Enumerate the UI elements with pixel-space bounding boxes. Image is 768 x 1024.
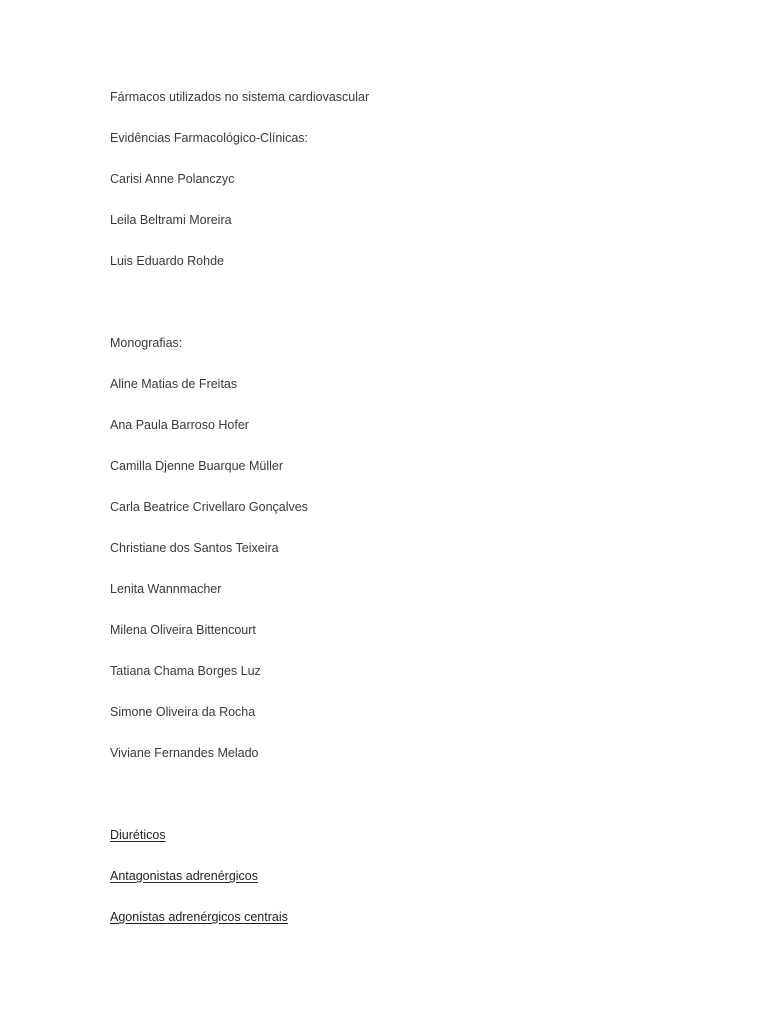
- evidencias-author: Luis Eduardo Rohde: [110, 254, 224, 268]
- monografias-author: Camilla Djenne Buarque Müller: [110, 459, 283, 473]
- monografias-author: Carla Beatrice Crivellaro Gonçalves: [110, 500, 308, 514]
- monografias-author: Viviane Fernandes Melado: [110, 746, 259, 760]
- link-agonistas-adrenergicos-centrais[interactable]: Agonistas adrenérgicos centrais: [110, 910, 288, 924]
- monografias-heading: Monografias:: [110, 336, 183, 350]
- monografias-author: Tatiana Chama Borges Luz: [110, 664, 261, 678]
- evidencias-author: Leila Beltrami Moreira: [110, 213, 232, 227]
- document-title: Fármacos utilizados no sistema cardiovascular: [110, 90, 370, 104]
- monografias-author: Aline Matias de Freitas: [110, 377, 238, 391]
- evidencias-heading: Evidências Farmacológico-Clínicas:: [110, 131, 308, 145]
- monografias-author: Ana Paula Barroso Hofer: [110, 418, 249, 432]
- monografias-author: Milena Oliveira Bittencourt: [110, 623, 256, 637]
- evidencias-author: Carisi Anne Polanczyc: [110, 172, 235, 186]
- link-antagonistas-adrenergicos[interactable]: Antagonistas adrenérgicos: [110, 869, 259, 883]
- link-diureticos[interactable]: Diuréticos: [110, 828, 166, 842]
- monografias-author: Simone Oliveira da Rocha: [110, 705, 256, 719]
- monografias-author: Lenita Wannmacher: [110, 582, 222, 596]
- monografias-author: Christiane dos Santos Teixeira: [110, 541, 279, 555]
